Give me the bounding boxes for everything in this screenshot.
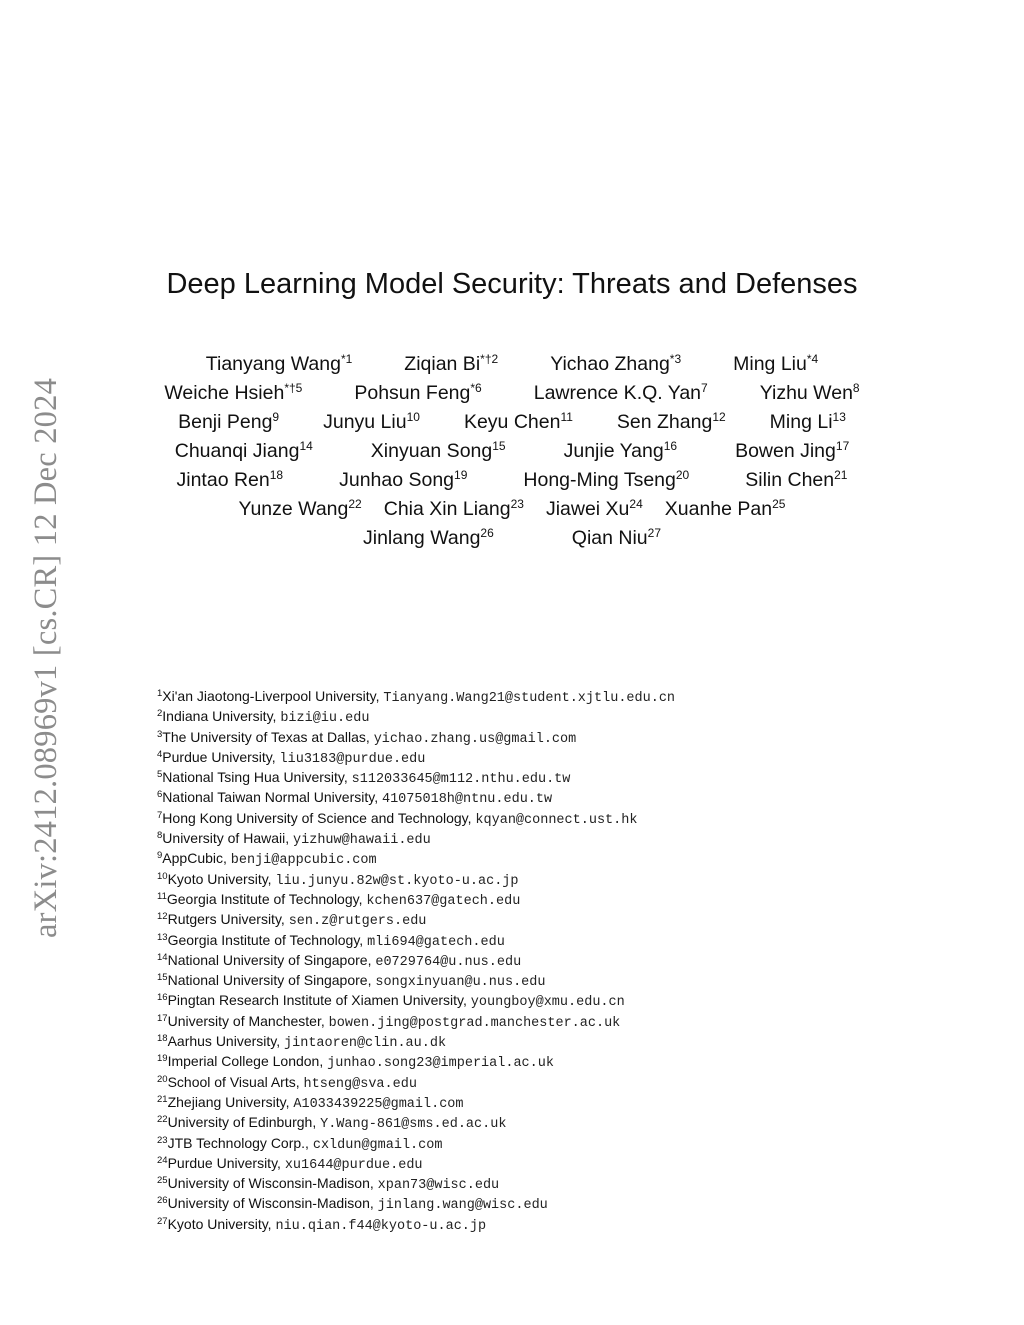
affiliation-number: 4 [157, 748, 163, 760]
affiliation-number: 8 [157, 830, 163, 842]
affiliation-email: kchen637@gatech.edu [366, 893, 521, 909]
affiliation-institution: Kyoto University, [167, 1215, 272, 1232]
author-affiliation-marker: 18 [269, 468, 284, 482]
arxiv-identifier: arXiv:2412.08969v1 [cs.CR] 12 Dec 2024 [28, 377, 64, 938]
affiliation-institution: Imperial College London, [167, 1053, 324, 1070]
affiliation-institution: Xi'an Jiaotong-Liverpool University, [162, 688, 380, 704]
author-row [0, 379, 1024, 408]
affiliation-institution: Zhejiang University, [167, 1093, 290, 1110]
affiliation-institution: National University of Singapore, [167, 951, 372, 968]
affiliation-email: liu.junyu.82w@st.kyoto-u.ac.jp [275, 873, 519, 889]
affiliation-institution: Pingtan Research Institute of Xiamen University, [167, 992, 467, 1009]
affiliation-institution: University of Wisconsin-Madison, [167, 1195, 374, 1212]
affiliation-item [157, 990, 857, 1010]
affiliation-number: 16 [157, 992, 168, 1004]
author-name: Yunze Wang [238, 498, 349, 520]
author-affiliation-marker: 16 [663, 439, 678, 453]
author-affiliation-marker: 12 [712, 410, 726, 424]
affiliation-email: Y.Wang-861@sms.ed.ac.uk [320, 1117, 507, 1133]
author-name: Ming Liu [733, 353, 807, 375]
author-name: Junyu Liu [323, 411, 407, 433]
author [564, 437, 677, 466]
affiliation-email: yizhuw@hawaii.edu [293, 833, 431, 849]
author-affiliation-marker: 9 [272, 410, 280, 424]
author-row [0, 466, 1024, 495]
author-affiliation-marker: *3 [669, 352, 682, 366]
author-name: Lawrence K.Q. Yan [533, 382, 702, 404]
affiliation-institution: National Tsing Hua University, [162, 769, 348, 786]
affiliation-number: 10 [157, 870, 168, 882]
affiliation-institution: National Taiwan Normal University, [162, 789, 379, 806]
affiliation-number: 3 [157, 728, 163, 740]
author [404, 350, 498, 379]
affiliation-item [157, 1031, 857, 1051]
affiliation-item [157, 767, 857, 787]
author-name: Yichao Zhang [550, 353, 670, 375]
affiliation-item [157, 1072, 857, 1092]
author [534, 379, 708, 408]
affiliation-number: 9 [157, 850, 163, 862]
affiliation-number: 26 [157, 1195, 168, 1207]
author-name: Junhao Song [339, 469, 455, 491]
affiliation-number: 15 [157, 972, 168, 984]
author [550, 350, 681, 379]
affiliation-institution: School of Visual Arts, [167, 1073, 300, 1090]
affiliation-email: jinlang.wang@wisc.edu [377, 1198, 548, 1214]
affiliation-number: 7 [157, 809, 163, 821]
author-affiliation-marker: 14 [299, 439, 313, 453]
author-affiliation-marker: 26 [480, 526, 494, 540]
author-affiliation-marker: 10 [406, 410, 420, 424]
affiliation-number: 2 [157, 708, 163, 720]
affiliation-institution: Georgia Institute of Technology, [166, 890, 363, 907]
affiliation-institution: Purdue University, [162, 748, 276, 765]
affiliation-item [157, 930, 857, 950]
affiliation-institution: Kyoto University, [167, 870, 272, 887]
affiliation-number: 12 [157, 911, 168, 923]
affiliation-number: 5 [157, 769, 163, 781]
author-row [0, 350, 1024, 379]
author [164, 379, 302, 408]
author-name: Benji Peng [178, 411, 273, 433]
affiliation-item [157, 808, 857, 828]
author-name: Bowen Jing [735, 440, 836, 462]
affiliation-email: cxldun@gmail.com [312, 1137, 443, 1153]
author-name: Junjie Yang [563, 440, 664, 462]
author [735, 437, 849, 466]
affiliation-number: 27 [157, 1215, 168, 1227]
affiliation-institution: Rutgers University, [167, 911, 285, 928]
affiliation-institution: The University of Texas at Dallas, [162, 728, 370, 745]
affiliation-item [157, 787, 857, 807]
author-affiliation-marker: *†5 [284, 381, 303, 395]
author [572, 524, 661, 553]
affiliation-institution: University of Hawaii, [162, 830, 290, 847]
affiliation-item [157, 1112, 857, 1132]
author [177, 466, 284, 495]
author [363, 524, 494, 553]
affiliation-item [157, 1133, 857, 1153]
author-name: Chuanqi Jiang [174, 440, 300, 462]
affiliation-institution: Georgia Institute of Technology, [167, 931, 364, 948]
affiliation-institution: JTB Technology Corp., [167, 1134, 309, 1151]
affiliation-email: s112033645@m112.nthu.edu.tw [351, 772, 571, 788]
author [239, 495, 362, 524]
affiliation-number: 14 [157, 951, 168, 963]
affiliation-email: junhao.song23@imperial.ac.uk [327, 1056, 554, 1072]
author-affiliation-marker: 21 [834, 468, 848, 482]
author-name: Xinyuan Song [370, 440, 493, 462]
author-affiliation-marker: 11 [560, 410, 573, 424]
affiliation-number: 11 [157, 890, 167, 902]
author-affiliation-marker: 22 [348, 497, 362, 511]
author-affiliation-marker: 24 [629, 497, 643, 511]
author-name: Ming Li [769, 411, 833, 433]
affiliation-email: yichao.zhang.us@gmail.com [373, 731, 577, 747]
affiliation-institution: Indiana University, [162, 708, 277, 725]
author-row [0, 408, 1024, 437]
affiliation-item [157, 889, 857, 909]
author-affiliation-marker: 27 [647, 526, 662, 540]
author [770, 408, 846, 437]
author [384, 495, 524, 524]
author [464, 408, 573, 437]
author-list [0, 350, 1024, 553]
affiliation-email: 41075018h@ntnu.edu.tw [381, 792, 553, 808]
author-row [0, 437, 1024, 466]
affiliation-item [157, 1153, 857, 1173]
affiliation-number: 13 [157, 931, 168, 943]
affiliation-institution: National University of Singapore, [167, 972, 372, 989]
affiliation-item [157, 1193, 857, 1213]
author-name: Hong-Ming Tseng [523, 469, 676, 491]
author [175, 437, 313, 466]
affiliation-number: 25 [157, 1175, 168, 1187]
affiliation-email: xpan73@wisc.edu [377, 1178, 500, 1194]
affiliation-email: songxinyuan@u.nus.edu [375, 975, 546, 991]
author-affiliation-marker: 23 [510, 497, 524, 511]
author-name: Weiche Hsieh [164, 382, 285, 404]
author-name: Chia Xin Liang [383, 498, 511, 520]
affiliation-list [157, 686, 857, 1234]
affiliation-email: xu1644@purdue.edu [284, 1157, 423, 1173]
affiliation-email: bowen.jing@postgrad.manchester.ac.uk [328, 1015, 621, 1031]
affiliation-item [157, 1214, 857, 1234]
author-affiliation-marker: 25 [772, 497, 786, 511]
affiliation-email: htseng@sva.edu [303, 1076, 417, 1092]
affiliation-email: bizi@iu.edu [280, 711, 370, 727]
affiliation-email: benji@appcubic.com [230, 853, 377, 869]
author-name: Tianyang Wang [205, 353, 341, 375]
paper-title: Deep Learning Model Security: Threats and Defenses [166, 268, 858, 300]
author-affiliation-marker: *4 [806, 352, 819, 366]
author-affiliation-marker: *1 [340, 352, 353, 366]
author-affiliation-marker: 15 [492, 439, 506, 453]
affiliation-item [157, 970, 857, 990]
affiliation-item [157, 727, 857, 747]
author [546, 495, 643, 524]
affiliation-number: 6 [157, 789, 163, 801]
affiliation-item [157, 1011, 857, 1031]
author-name: Yizhu Wen [759, 382, 853, 404]
affiliation-institution: University of Wisconsin-Madison, [167, 1175, 374, 1192]
author-affiliation-marker: 19 [454, 468, 468, 482]
affiliation-email: youngboy@xmu.edu.cn [470, 995, 625, 1011]
affiliation-number: 18 [157, 1033, 168, 1045]
author-name: Jiawei Xu [545, 498, 630, 520]
affiliation-email: mli694@gatech.edu [367, 934, 505, 950]
author-name: Xuanhe Pan [664, 498, 773, 520]
affiliation-item [157, 909, 857, 929]
author-name: Jintao Ren [176, 469, 270, 491]
affiliation-number: 20 [157, 1073, 168, 1085]
affiliation-institution: Hong Kong University of Science and Technology, [162, 809, 472, 826]
author-affiliation-marker: 17 [835, 439, 850, 453]
affiliation-number: 19 [157, 1053, 168, 1065]
author-name: Keyu Chen [463, 411, 561, 433]
affiliation-number: 22 [157, 1114, 168, 1126]
affiliation-item [157, 1173, 857, 1193]
author-name: Qian Niu [571, 527, 648, 549]
affiliation-institution: University of Manchester, [167, 1012, 325, 1029]
author [354, 379, 481, 408]
affiliation-number: 17 [157, 1012, 168, 1024]
affiliation-institution: Purdue University, [167, 1154, 281, 1171]
affiliation-number: 21 [157, 1093, 168, 1105]
author [665, 495, 786, 524]
affiliation-email: A1033439225@gmail.com [293, 1096, 464, 1112]
author-row [0, 524, 1024, 553]
affiliation-item [157, 1092, 857, 1112]
affiliation-institution: AppCubic, [162, 850, 227, 867]
affiliation-institution: Aarhus University, [167, 1033, 281, 1050]
affiliation-email: liu3183@purdue.edu [279, 751, 426, 767]
affiliation-item [157, 950, 857, 970]
affiliation-item [157, 706, 857, 726]
author-row [0, 495, 1024, 524]
author-name: Ziqian Bi [404, 353, 481, 375]
affiliation-email: sen.z@rutgers.edu [288, 914, 427, 930]
author-affiliation-marker: 13 [832, 410, 846, 424]
affiliation-institution: University of Edinburgh, [167, 1114, 317, 1131]
affiliation-item [157, 686, 857, 706]
author-affiliation-marker: 7 [701, 381, 708, 395]
author [745, 466, 847, 495]
affiliation-item [157, 828, 857, 848]
author-affiliation-marker: 8 [852, 381, 860, 395]
author-affiliation-marker: 20 [675, 468, 690, 482]
author [733, 350, 818, 379]
author [371, 437, 506, 466]
affiliation-item [157, 848, 857, 868]
affiliation-email: kqyan@connect.ust.hk [475, 812, 638, 828]
author [206, 350, 352, 379]
author-affiliation-marker: *6 [470, 381, 482, 395]
affiliation-item [157, 869, 857, 889]
author [339, 466, 467, 495]
author [523, 466, 689, 495]
affiliation-email: niu.qian.f44@kyoto-u.ac.jp [275, 1218, 487, 1234]
affiliation-item [157, 1051, 857, 1071]
affiliation-email: jintaoren@clin.au.dk [284, 1036, 447, 1052]
author-name: Pohsun Feng [354, 382, 471, 404]
affiliation-number: 23 [157, 1134, 168, 1146]
author [760, 379, 860, 408]
affiliation-number: 1 [157, 688, 163, 699]
affiliation-number: 24 [157, 1154, 168, 1166]
affiliation-email: e0729764@u.nus.edu [375, 954, 522, 970]
affiliation-item [157, 747, 857, 767]
author-name: Jinlang Wang [362, 527, 481, 549]
author [178, 408, 279, 437]
author-name: Sen Zhang [616, 411, 713, 433]
author-name: Silin Chen [745, 469, 835, 491]
author [323, 408, 420, 437]
author-affiliation-marker: *†2 [480, 352, 499, 366]
affiliation-email: Tianyang.Wang21@student.xjtlu.edu.cn [383, 691, 676, 706]
author [617, 408, 726, 437]
